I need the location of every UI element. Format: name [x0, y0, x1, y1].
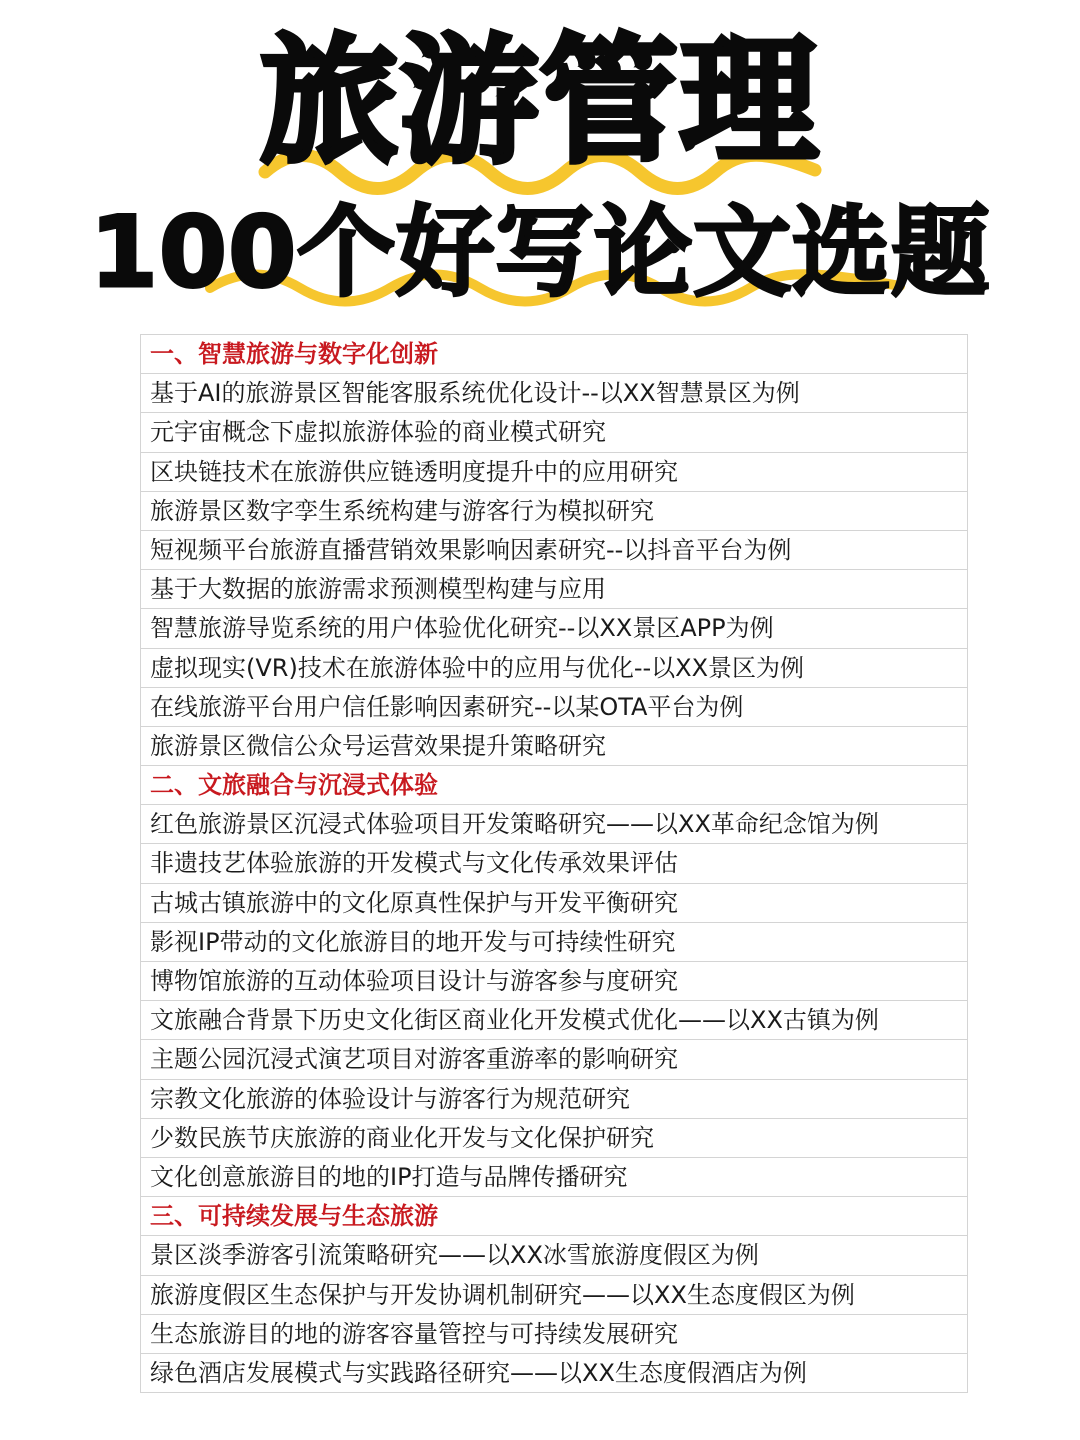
page-subtitle: 100个好写论文选题 [89, 196, 991, 310]
section-heading: 二、文旅融合与沉浸式体验 [141, 766, 967, 805]
topic-row: 景区淡季游客引流策略研究——以XX冰雪旅游度假区为例 [141, 1236, 967, 1275]
title-block [0, 0, 1080, 320]
topic-row: 旅游度假区生态保护与开发协调机制研究——以XX生态度假区为例 [141, 1276, 967, 1315]
topic-row: 旅游景区数字孪生系统构建与游客行为模拟研究 [141, 492, 967, 531]
topic-row: 虚拟现实(VR)技术在旅游体验中的应用与优化--以XX景区为例 [141, 649, 967, 688]
topic-row: 区块链技术在旅游供应链透明度提升中的应用研究 [141, 453, 967, 492]
topic-row: 少数民族节庆旅游的商业化开发与文化保护研究 [141, 1119, 967, 1158]
topic-row: 旅游景区微信公众号运营效果提升策略研究 [141, 727, 967, 766]
topic-row: 红色旅游景区沉浸式体验项目开发策略研究——以XX革命纪念馆为例 [141, 805, 967, 844]
topic-row: 基于大数据的旅游需求预测模型构建与应用 [141, 570, 967, 609]
topic-row: 智慧旅游导览系统的用户体验优化研究--以XX景区APP为例 [141, 609, 967, 648]
topic-row: 博物馆旅游的互动体验项目设计与游客参与度研究 [141, 962, 967, 1001]
topic-row: 非遗技艺体验旅游的开发模式与文化传承效果评估 [141, 844, 967, 883]
topic-row: 宗教文化旅游的体验设计与游客行为规范研究 [141, 1080, 967, 1119]
topic-row: 短视频平台旅游直播营销效果影响因素研究--以抖音平台为例 [141, 531, 967, 570]
topic-row: 古城古镇旅游中的文化原真性保护与开发平衡研究 [141, 884, 967, 923]
topic-row: 元宇宙概念下虚拟旅游体验的商业模式研究 [141, 413, 967, 452]
topic-row: 基于AI的旅游景区智能客服系统优化设计--以XX智慧景区为例 [141, 374, 967, 413]
topic-row: 主题公园沉浸式演艺项目对游客重游率的影响研究 [141, 1040, 967, 1079]
topic-row: 影视IP带动的文化旅游目的地开发与可持续性研究 [141, 923, 967, 962]
topic-row: 绿色酒店发展模式与实践路径研究——以XX生态度假酒店为例 [141, 1354, 967, 1393]
page-title: 旅游管理 [259, 21, 820, 182]
section-heading: 一、智慧旅游与数字化创新 [141, 335, 967, 374]
topic-row: 在线旅游平台用户信任影响因素研究--以某OTA平台为例 [141, 688, 967, 727]
topic-row: 文化创意旅游目的地的IP打造与品牌传播研究 [141, 1158, 967, 1197]
topic-row: 文旅融合背景下历史文化街区商业化开发模式优化——以XX古镇为例 [141, 1001, 967, 1040]
section-heading: 三、可持续发展与生态旅游 [141, 1197, 967, 1236]
topic-table [140, 334, 968, 1393]
topic-row: 生态旅游目的地的游客容量管控与可持续发展研究 [141, 1315, 967, 1354]
